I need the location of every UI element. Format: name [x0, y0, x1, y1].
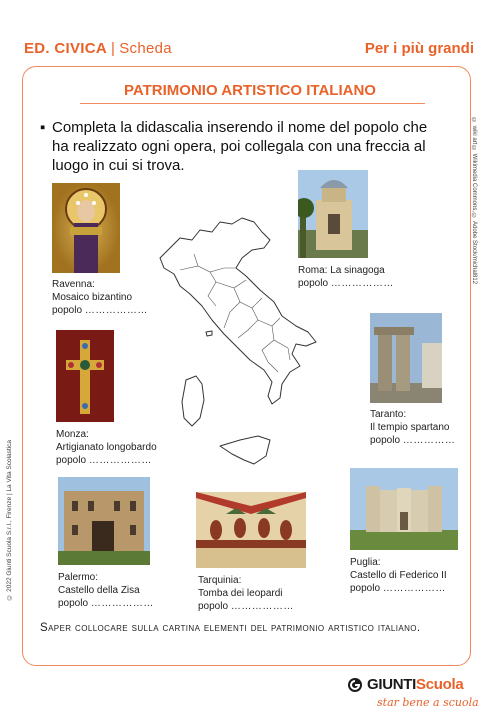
copyright-notice: © 2022 Giunti Scuola S.r.l., Firenze | La Vita Scolastica: [6, 440, 13, 601]
giunti-g-icon: [347, 677, 363, 693]
title-divider: [80, 103, 425, 104]
caption-work: Castello della Zisa: [58, 585, 140, 596]
caption-place: Monza:: [56, 429, 89, 440]
caption-place: Palermo:: [58, 572, 99, 583]
section-label: Scheda: [119, 40, 172, 57]
giunti-scuola-logo: [345, 676, 480, 716]
italy-mainland: [160, 218, 316, 404]
caption-blank[interactable]: ………………: [84, 305, 148, 316]
taranto-temple-image: [370, 313, 442, 403]
caption-blank[interactable]: ………………: [382, 583, 446, 594]
caption-blank[interactable]: ………………: [88, 455, 152, 466]
sardinia-island: [182, 376, 204, 426]
caption-popolo: popolo: [56, 455, 87, 466]
header-subject: [24, 40, 172, 57]
caption-puglia: [350, 556, 470, 595]
caption-popolo: popolo: [52, 305, 83, 316]
caption-work: Castello di Federico II: [350, 570, 447, 581]
monza-cross-image: [56, 330, 114, 422]
sicily-island: [220, 436, 270, 464]
ravenna-mosaic-image: [52, 183, 120, 273]
caption-popolo: popolo: [350, 583, 381, 594]
caption-place: Tarquinia:: [198, 575, 242, 586]
caption-popolo: popolo: [298, 278, 329, 289]
instruction: [40, 118, 440, 175]
logo-brand-accent: Scuola: [416, 676, 464, 693]
learning-goal: Saper collocare sulla cartina elementi del patrimonio artistico italiano.: [40, 622, 421, 634]
caption-work: Tomba dei leopardi: [198, 588, 283, 599]
caption-blank[interactable]: ………………: [330, 278, 394, 289]
photo-credits: © wiki art © Wikimedia Commons, © Adobe Stock/michal812: [471, 118, 477, 285]
caption-place: Taranto:: [370, 409, 407, 420]
elba-island: [206, 331, 212, 336]
logo-brand-main: GIUNTI: [367, 676, 417, 693]
caption-tarquinia: [198, 574, 318, 613]
caption-work: Artigianato longobardo: [56, 442, 157, 453]
caption-popolo: popolo: [58, 598, 89, 609]
caption-roma: [298, 264, 418, 290]
caption-popolo: popolo: [370, 435, 401, 446]
caption-blank[interactable]: ………………: [90, 598, 154, 609]
caption-monza: [56, 428, 176, 467]
audience-label: Per i più grandi: [364, 40, 474, 57]
caption-work: Il tempio spartano: [370, 422, 450, 433]
puglia-castle-image: [350, 468, 458, 550]
roma-synagogue-image: [298, 170, 368, 258]
subject-label: ED. CIVICA: [24, 40, 108, 57]
caption-place: Roma: La sinagoga: [298, 265, 385, 276]
caption-ravenna: [52, 278, 162, 317]
header-separator: |: [111, 40, 116, 57]
caption-popolo: popolo: [198, 601, 229, 612]
caption-blank[interactable]: ……………: [402, 435, 456, 446]
caption-palermo: [58, 571, 178, 610]
palermo-zisa-image: [58, 477, 150, 565]
worksheet-title: PATRIMONIO ARTISTICO ITALIANO: [124, 82, 376, 99]
logo-brand: [367, 676, 463, 693]
caption-place: Puglia:: [350, 557, 381, 568]
caption-taranto: [370, 408, 480, 447]
logo-tagline: star bene a scuola: [377, 696, 479, 709]
bullet-icon: ▪: [40, 119, 46, 136]
caption-blank[interactable]: ………………: [230, 601, 294, 612]
caption-work: Mosaico bizantino: [52, 292, 133, 303]
caption-place: Ravenna:: [52, 279, 95, 290]
instruction-text: Completa la didascalia inserendo il nome del popolo che ha realizzato ogni opera, poi collegala con una freccia al luogo in cui si trova.: [52, 119, 428, 174]
tarquinia-tomb-image: [196, 492, 306, 568]
